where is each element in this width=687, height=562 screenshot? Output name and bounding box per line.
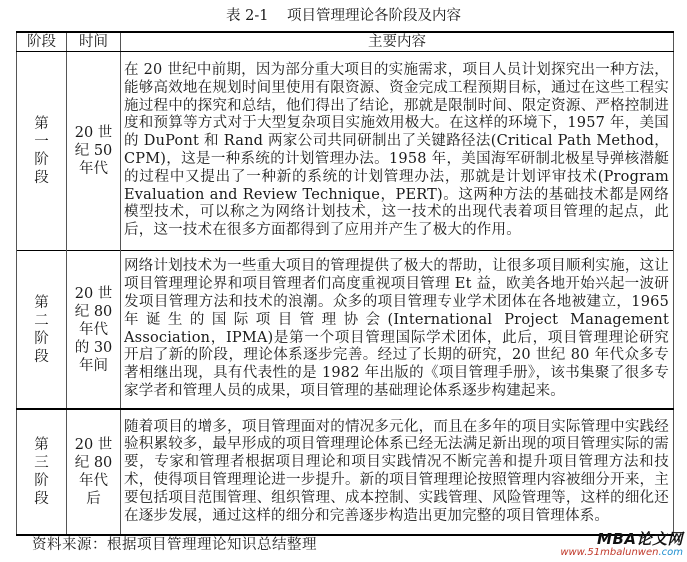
content-cell: 在 20 世纪中前期，因为部分重大项目的实施需求，项目人员计划探究出一种方法，能够高效地在规划时间里使用有限资源、资金完成工程预期目标，通过在这些工程实施过程中的探究和总结，他们得出了结论，那就是限制时间、限定资源、严格控制进度和预算等方式对于大型复杂项目实施效用极大。在这样的环境下，1957 年，美国的 DuPont 和 Rand 两家公司共同研制出了关键路径法(Critical Path Method，CPM)，这是一种系统的计划管理办法。1958 年，美国海军研制北极星导弹核潜艇的过程中又提出了一种新的系统的计划管理办法，那就是计划评审技术(Program Evaluation and Review Technique，PERT)。这两种方法的基础技术都是网络模型技术，可以称之为网络计划技术，这一技术的出现代表着项目管理的起点，此后，这一技术在很多方面都得到了应用并产生了极大的作用。	[124, 62, 669, 239]
header-content: 主要内容	[121, 32, 674, 52]
header-stage: 阶段	[17, 32, 67, 52]
time-cell: 20 世纪 80 年代的 30 年间	[74, 285, 113, 374]
watermark-url-tld: .com	[658, 547, 683, 558]
content-cell: 网络计划技术为一些重大项目的管理提供了极大的帮助，让很多项目顺利实施，这让项目管理理论界和项目管理者们高度重视项目管理 Et 益，欧美各地开始兴起一波研发项目管理方法和技术的浪潮。众多的项目管理专业学术团体在各地被建立，1965 年诞生的国际项目管理协会(International Project Management Association，IPMA)是第一个项目管理国际学术团体，此后，项目管理理论研究开启了新的阶段，理论体系逐步完善。经过了长期的研究，20 世纪 80 年代众多专著相继出现，具有代表性的是 1982 年出版的《项目管理手册》，该书集聚了很多专家学者和管理人员的成果，项目管理的基础理论体系逐步构建起来。	[124, 258, 669, 399]
header-time: 时间	[67, 32, 121, 52]
stage-cell: 第一阶段	[34, 116, 49, 186]
table-row	[17, 52, 674, 251]
table-header-row	[17, 32, 674, 52]
content-cell: 随着项目的增多，项目管理面对的情况多元化，而且在多年的项目实际管理中实践经验积累较多，最早形成的项目管理理论体系已经无法满足新出现的项目管理实际的需要，专家和管理者根据项目理论和项目实践情况不断完善和提升项目管理方法和技术，使得项目管理理论进一步提升。新的项目管理理论按照管理内容被细分开来，主要包括项目范围管理、组织管理、成本控制、实践管理、风险管理等，这样的细化还在逐步发展，通过这样的细分和完善逐步构造出更加完整的项目管理体系。	[124, 418, 669, 524]
table-row	[17, 409, 674, 535]
watermark-logo	[560, 531, 683, 559]
stage-cell: 第二阶段	[34, 294, 49, 365]
table-row	[17, 251, 674, 410]
watermark-url-main: www.51mbalunwen	[560, 547, 659, 558]
stage-cell: 第三阶段	[34, 437, 49, 507]
project-management-stages-table	[16, 31, 674, 536]
time-cell: 20 世纪 80 年代后	[74, 437, 113, 507]
watermark-title: MBA论文网	[597, 530, 683, 548]
time-cell: 20 世纪 50 年代	[74, 125, 113, 177]
source-note: 资料来源：根据项目管理理论知识总结整理	[32, 537, 317, 553]
watermark-url	[560, 547, 683, 559]
table-caption: 表 2-1 项目管理理论各阶段及内容	[226, 8, 461, 24]
